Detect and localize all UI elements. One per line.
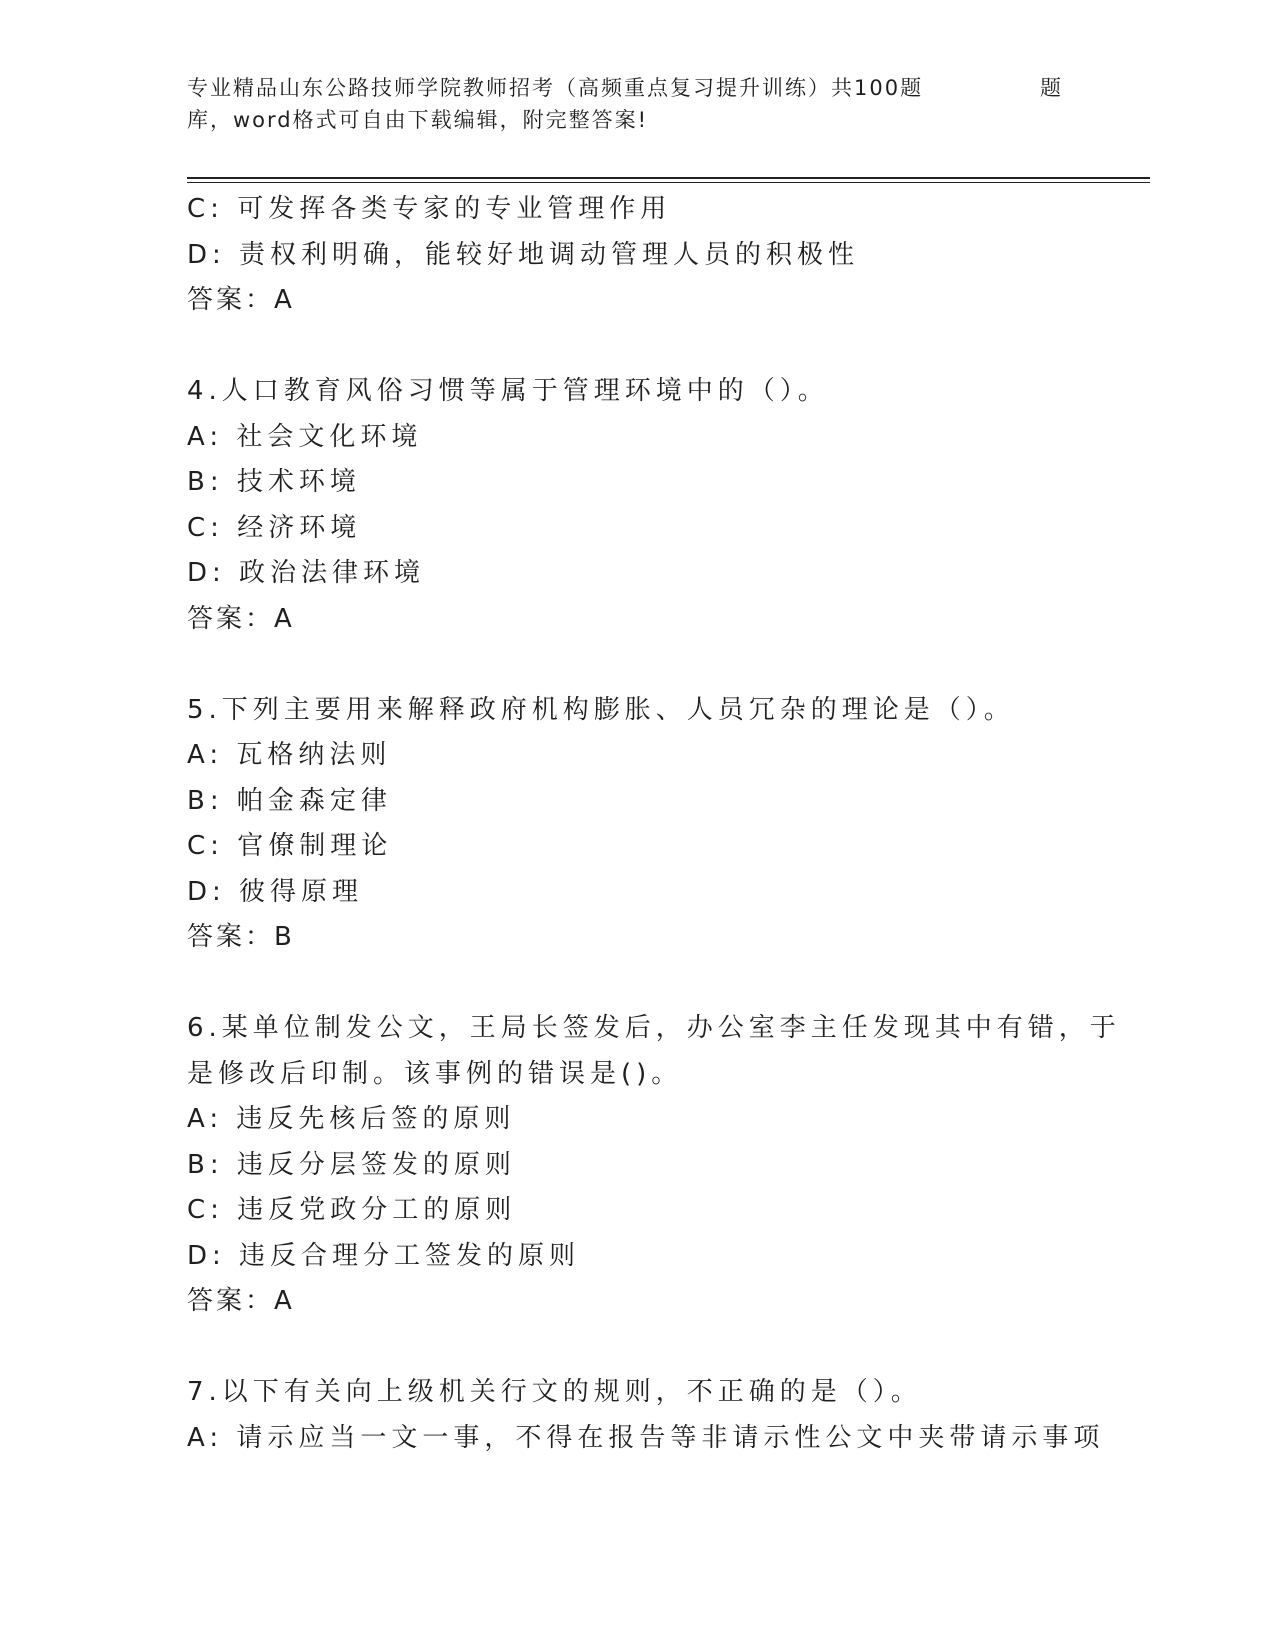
option-label: D: [187,239,226,270]
question-block-5 [187,688,1087,961]
header-title-line1: 专业精品山东公路技师学院教师招考（高频重点复习提升训练）共100题 [187,76,924,100]
option-label: C: [187,831,224,861]
option-a [187,733,1087,779]
document-header [187,72,1087,136]
option-b [187,1143,1087,1189]
option-label: A: [187,421,224,452]
option-label: B: [187,785,224,816]
question-stem-line2: 是修改后印制。该事例的错误是()。 [187,1058,683,1089]
option-d [187,233,1087,279]
option-text: 技术环境 [236,467,361,497]
question-stem: 7.以下有关向上级机关行文的规则，不正确的是（）。 [187,1377,922,1407]
question-block-4 [187,369,1087,642]
option-label: D: [187,558,226,588]
answer-line: 答案：A [187,603,295,634]
option-a [187,1416,1105,1462]
option-text: 违反党政分工的原则 [237,1195,517,1225]
option-text: 帕金森定律 [236,785,392,816]
option-label: C: [187,512,224,543]
option-label: B: [187,467,224,497]
option-label: B: [187,1149,224,1180]
option-label: A: [187,1422,224,1453]
answer-line: 答案：A [187,1286,295,1316]
option-text: 违反分层签发的原则 [236,1149,516,1180]
option-c [187,506,1087,552]
question-stem: 4.人口教育风俗习惯等属于管理环境中的（）。 [187,376,829,406]
option-a [187,1097,1087,1143]
answer-line: 答案：A [187,285,295,315]
question-list [187,187,1121,1461]
question-block-6 [187,1006,1121,1325]
question-block-7 [187,1370,1105,1461]
option-label: C: [187,194,224,224]
option-text: 请示应当一文一事，不得在报告等非请示性公文中夹带请示事项 [236,1422,1105,1453]
option-text: 违反合理分工签发的原则 [239,1240,581,1271]
question-stem: 5.下列主要用来解释政府机构膨胀、人员冗杂的理论是（）。 [187,694,1015,725]
option-text: 政治法律环境 [239,558,426,588]
option-text: 可发挥各类专家的专业管理作用 [237,194,672,224]
header-title-line2: 库，word格式可自由下载编辑，附完整答案! [187,108,649,132]
option-text: 社会文化环境 [236,421,423,452]
option-c [187,824,1087,870]
question-stem-line1: 6.某单位制发公文，王局长签发后，办公室李主任发现其中有错，于 [187,1013,1121,1043]
option-text: 责权利明确，能较好地调动管理人员的积极性 [239,239,860,270]
option-d [187,551,1087,597]
option-b [187,779,1087,825]
option-d [187,1234,1087,1280]
header-divider-thick [187,177,1150,179]
option-text: 违反先核后签的原则 [236,1104,516,1134]
header-title-overflow: 题 [1040,76,1063,100]
option-b [187,460,1087,506]
option-label: A: [187,740,224,770]
header-divider-thin [187,182,1150,183]
option-d [187,870,1087,916]
option-a [187,415,1087,461]
option-label: C: [187,1195,224,1225]
option-text: 瓦格纳法则 [236,740,392,770]
option-label: D: [187,1240,226,1271]
option-text: 官僚制理论 [237,831,393,861]
option-text: 经济环境 [237,512,362,543]
option-text: 彼得原理 [239,876,364,907]
question-block-3-partial [187,187,1087,324]
answer-line: 答案：B [187,922,295,952]
option-label: D: [187,876,226,907]
option-c [187,187,1087,233]
option-c [187,1188,1087,1234]
option-label: A: [187,1104,224,1134]
